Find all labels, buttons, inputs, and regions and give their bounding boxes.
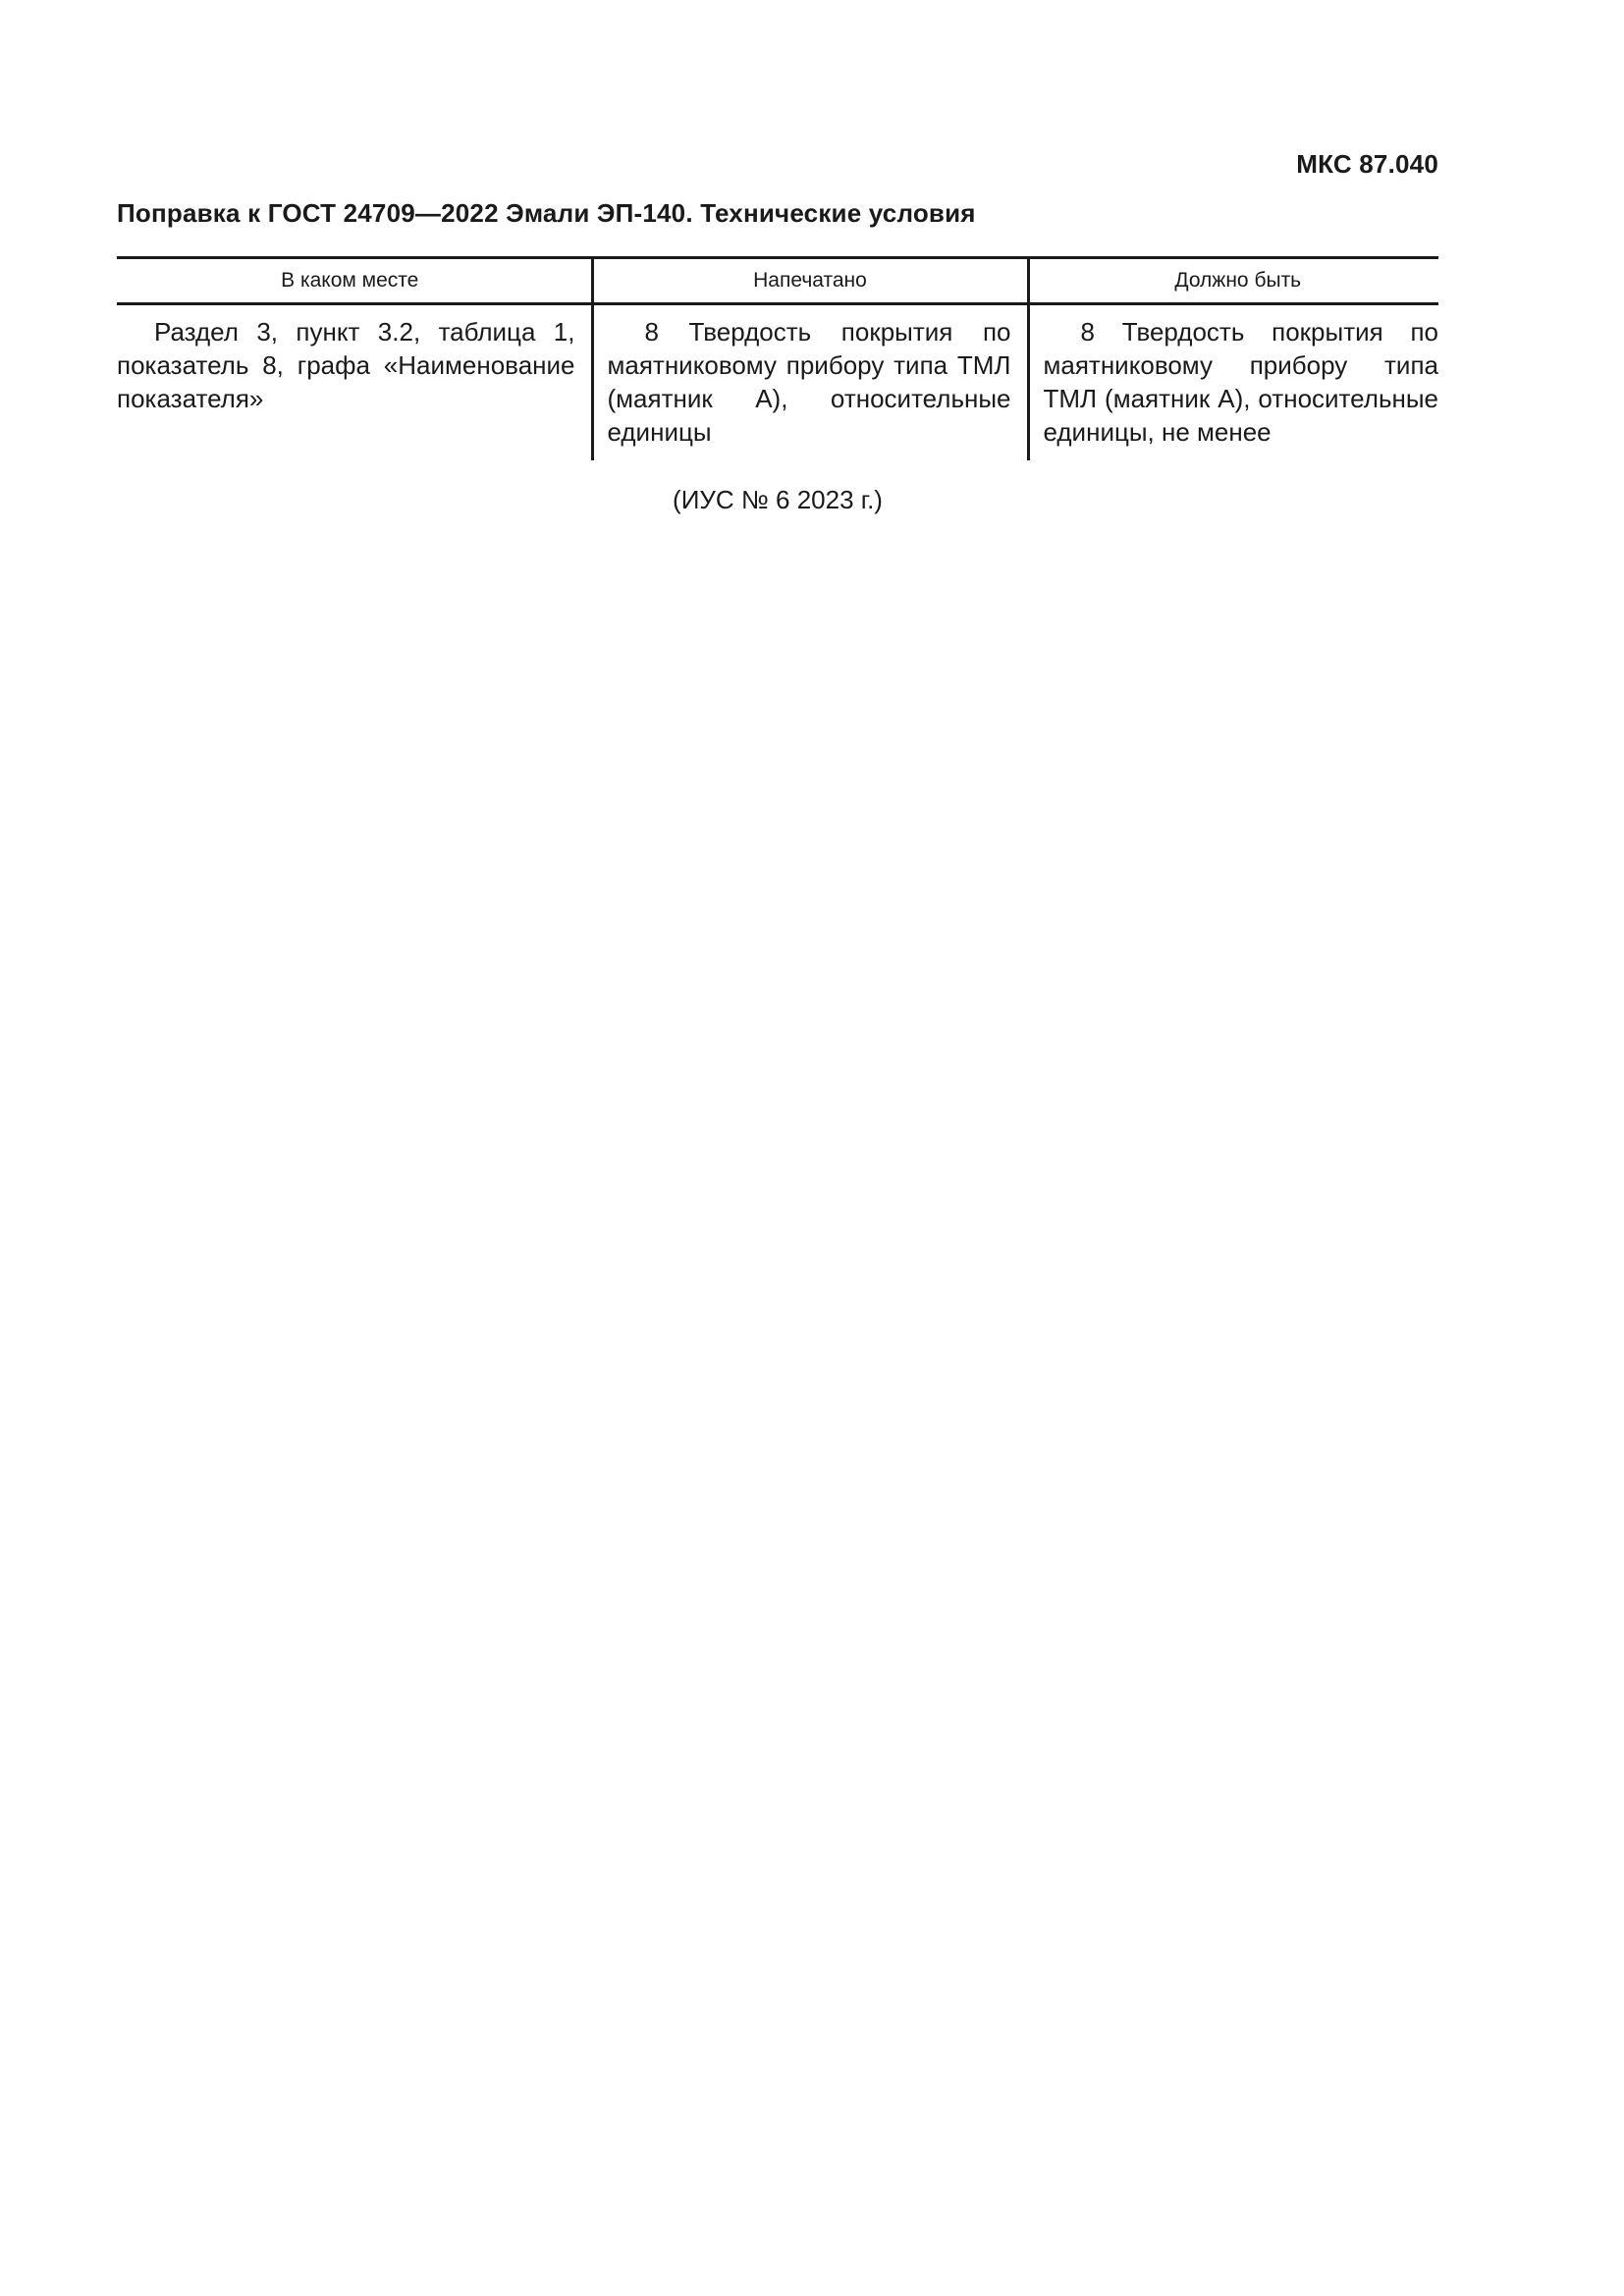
should-be-text: 8 Твердость покрытия по маятниковому прибору типа ТМЛ (маятник А), относительные единицы, не менее: [1043, 317, 1438, 447]
table-row: [117, 304, 1438, 461]
table-header-row: [117, 258, 1438, 304]
cell-location: [117, 304, 592, 461]
mks-code: МКС 87.040: [1296, 149, 1438, 179]
column-header-location: В каком месте: [117, 258, 592, 304]
ius-reference: (ИУС № 6 2023 г.): [673, 485, 883, 514]
printed-text: 8 Твердость покрытия по маятниковому прибору типа ТМЛ (маятник А), относительные единицы: [607, 317, 1011, 447]
column-header-should-be: Должно быть: [1028, 258, 1438, 304]
document-title: Поправка к ГОСТ 24709—2022 Эмали ЭП-140. Технические условия: [117, 198, 976, 228]
location-text: Раздел 3, пункт 3.2, таблица 1, показатель 8, графа «Наименование показателя»: [117, 317, 575, 413]
column-header-printed: Напечатано: [592, 258, 1028, 304]
amendment-table: [117, 256, 1438, 460]
cell-should-be: [1028, 304, 1438, 461]
cell-printed: [592, 304, 1028, 461]
